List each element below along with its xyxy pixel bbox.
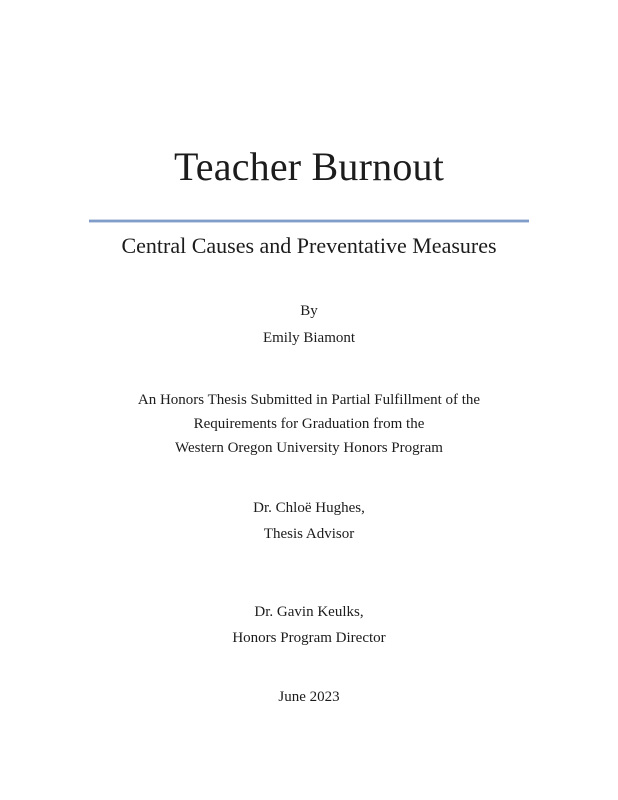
program-director-name: Dr. Gavin Keulks, xyxy=(254,604,364,620)
submission-statement-block xyxy=(0,388,618,460)
thesis-advisor-block xyxy=(0,495,618,547)
program-director-block xyxy=(0,599,618,651)
publication-date: June 2023 xyxy=(278,689,340,705)
author-name: Emily Biamont xyxy=(262,330,356,346)
document-title: Teacher Burnout xyxy=(173,144,445,189)
submission-statement-line-1: An Honors Thesis Submitted in Partial Fulfillment of the xyxy=(137,392,481,408)
program-director-role: Honors Program Director xyxy=(232,630,386,646)
submission-statement-line-2: Requirements for Graduation from the xyxy=(193,416,425,432)
byline-block xyxy=(0,298,618,352)
thesis-advisor-name: Dr. Chloë Hughes, xyxy=(253,500,365,516)
document-subtitle: Central Causes and Preventative Measures xyxy=(121,233,497,258)
title-divider-rule xyxy=(89,220,529,222)
thesis-advisor-role: Thesis Advisor xyxy=(263,526,355,542)
submission-statement-line-3: Western Oregon University Honors Program xyxy=(175,440,443,456)
byline-label: By xyxy=(300,303,318,319)
